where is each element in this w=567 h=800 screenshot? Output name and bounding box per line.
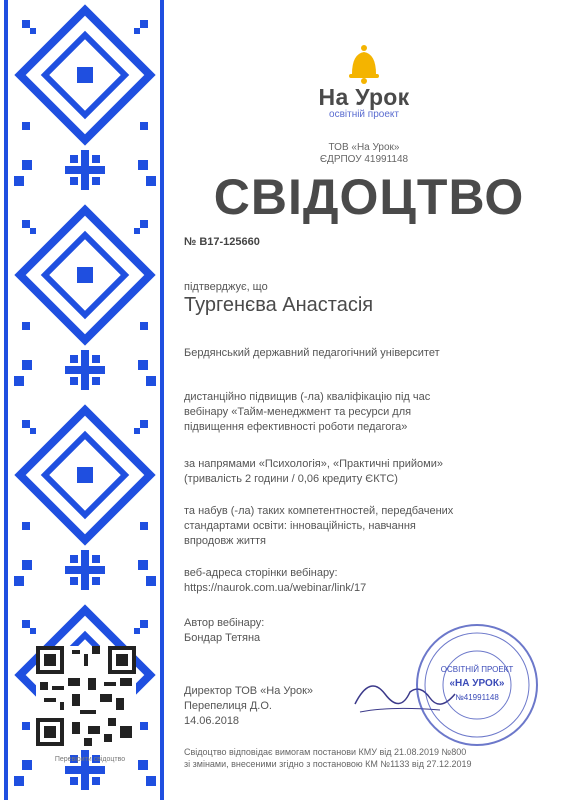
text-line: та набув (-ла) таких компетентностей, передбачених <box>184 505 454 517</box>
logo <box>284 44 444 120</box>
text-line: впродовж життя <box>184 535 267 547</box>
qualification-paragraph <box>184 390 534 435</box>
text-line: Свідоцтво відповідає вимогам постанови КМУ від 21.08.2019 №800 <box>184 747 467 757</box>
text-line: (тривалість 2 години / 0,06 кредиту ЄКТС) <box>184 473 398 485</box>
issue-date: 14.06.2018 <box>184 715 240 727</box>
text-line: веб-адреса сторінки вебінару: <box>184 567 338 579</box>
competencies-paragraph <box>184 504 534 549</box>
stamp-top-text: ОСВІТНІЙ ПРОЕКТ <box>440 665 514 674</box>
text-line: за напрямами «Психологія», «Практичні прийоми» <box>184 458 443 470</box>
brand-subtitle: освітній проект <box>329 109 399 120</box>
directions-paragraph <box>184 457 534 487</box>
qr-caption: Перевірити свідоцтво <box>54 756 126 763</box>
text-line: стандартами освіти: інноваційність, навчання <box>184 520 416 532</box>
webinar-link[interactable]: https://naurok.com.ua/webinar/link/17 <box>184 582 367 594</box>
recipient-name: Тургенєва Анастасія <box>184 294 374 316</box>
confirms-text: підтверджує, що <box>184 281 268 293</box>
bell-icon <box>344 44 384 84</box>
stamp <box>412 620 542 750</box>
certificate-number: № В17-125660 <box>184 236 260 248</box>
author-name: Бондар Тетяна <box>184 632 261 644</box>
brand-name: На Урок <box>318 84 410 110</box>
university-name: Бердянський державний педагогічний університет <box>184 347 440 359</box>
text-line: підвищення ефективності роботи педагога» <box>184 421 408 433</box>
qr-code[interactable] <box>36 646 136 746</box>
company-info <box>284 142 444 166</box>
stamp-center-text: «НА УРОК» <box>449 678 505 689</box>
company-name: ТОВ «На Урок» <box>328 142 400 153</box>
text-line: вебінару «Тайм-менеджмент та ресурси для <box>184 406 412 418</box>
company-code: ЄДРПОУ 41991148 <box>319 154 409 165</box>
director-name: Перепелиця Д.О. <box>184 700 272 712</box>
text-line: дистанційно підвищив (-ла) кваліфікацію під час <box>184 391 431 403</box>
text-line: Автор вебінару: <box>184 617 265 629</box>
text-line: зі змінами, внесеними згідно з постановою КМ №1133 від 27.12.2019 <box>184 759 472 769</box>
certificate-title: СВІДОЦТВО <box>213 169 525 225</box>
text-line: Директор ТОВ «На Урок» <box>184 685 314 697</box>
webinar-url-paragraph <box>184 566 534 596</box>
stamp-code: №41991148 <box>455 693 499 702</box>
